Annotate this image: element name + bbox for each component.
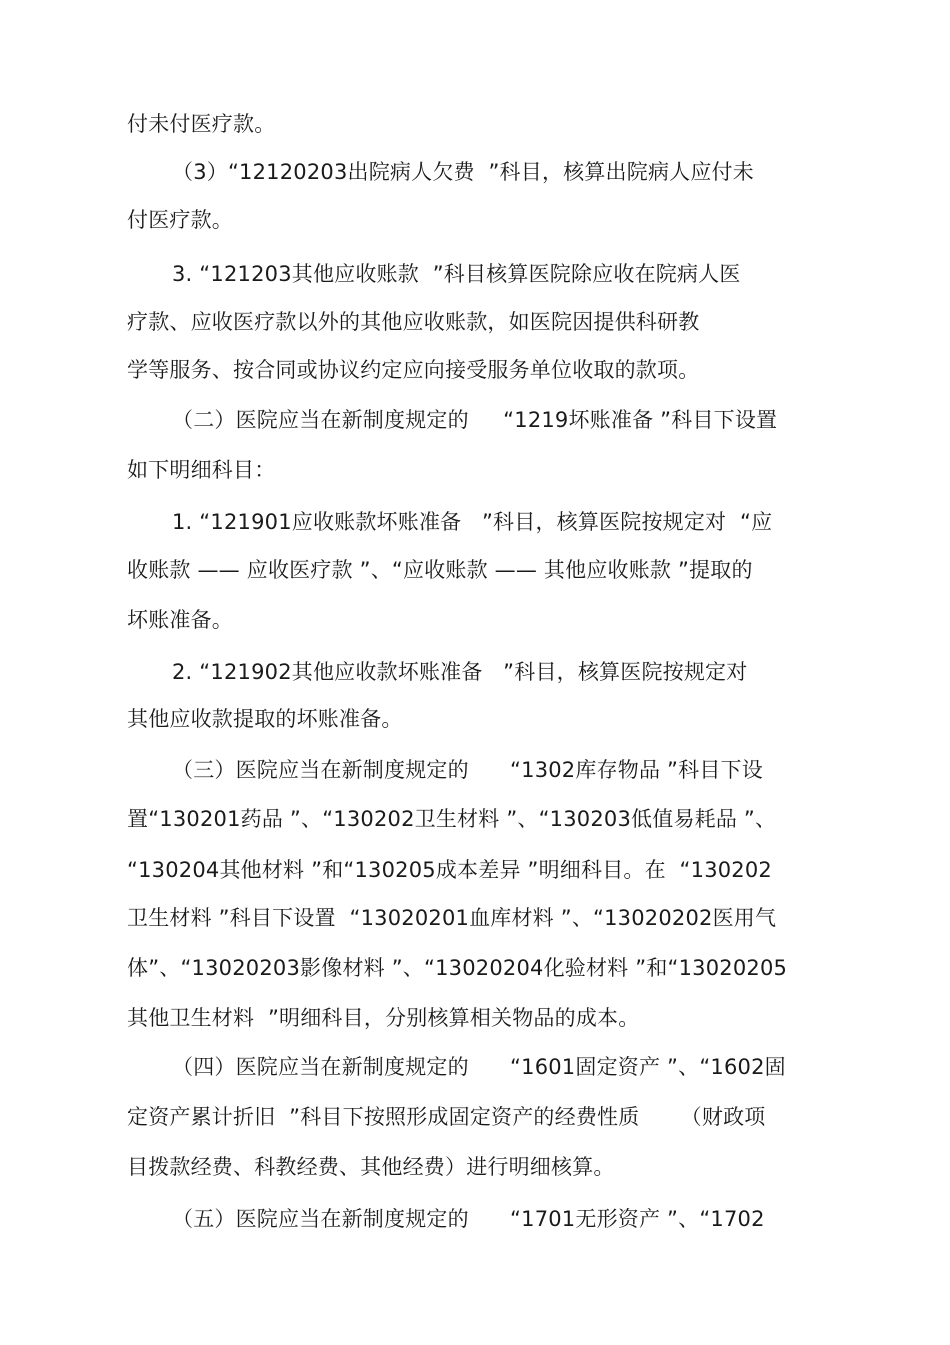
text-line: 置“130201药品 ”、“130202卫生材料 ”、“130203低值易耗品 ”、: [127, 807, 777, 831]
text-line: 卫生材料 ”科目下设置 “13020201血库材料 ”、“13020202医用气: [127, 906, 777, 930]
text-line: 3. “121203其他应收账款 ”科目核算医院除应收在院病人医: [172, 262, 741, 286]
text-line: 其他卫生材料 ”明细科目，分别核算相关物品的成本。: [127, 1006, 640, 1030]
text-line: 其他应收款提取的坏账准备。: [127, 707, 403, 731]
text-line: 如下明细科目：: [127, 458, 276, 482]
text-line: 付未付医疗款。: [127, 112, 276, 136]
text-line: “130204其他材料 ”和“130205成本差异 ”明细科目。在 “130202: [127, 858, 772, 882]
text-line: 定资产累计折旧 ”科目下按照形成固定资产的经费性质 （财政项: [127, 1105, 766, 1129]
text-line: 学等服务、按合同或协议约定应向接受服务单位收取的款项。: [127, 358, 700, 382]
text-line: （三）医院应当在新制度规定的 “1302库存物品 ”科目下设: [172, 758, 763, 782]
text-line: （二）医院应当在新制度规定的 “1219坏账准备 ”科目下设置: [172, 408, 778, 432]
text-line: 收账款 —— 应收医疗款 ”、“应收账款 —— 其他应收账款 ”提取的: [127, 558, 753, 582]
text-line: 疗款、应收医疗款以外的其他应收账款，如医院因提供科研教: [127, 310, 700, 334]
text-line: 体”、“13020203影像材料 ”、“13020204化验材料 ”和“13020205: [127, 956, 788, 980]
text-line: （四）医院应当在新制度规定的 “1601固定资产 ”、“1602固: [172, 1055, 786, 1079]
text-line: 1. “121901应收账款坏账准备 ”科目，核算医院按规定对 “应: [172, 510, 773, 534]
text-line: 付医疗款。: [127, 208, 233, 232]
text-line: 坏账准备。: [127, 608, 233, 632]
text-line: 目拨款经费、科教经费、其他经费）进行明细核算。: [127, 1155, 615, 1179]
text-line: （五）医院应当在新制度规定的 “1701无形资产 ”、“1702: [172, 1207, 765, 1231]
text-line: 2. “121902其他应收款坏账准备 ”科目，核算医院按规定对: [172, 660, 748, 684]
text-line: （3）“12120203出院病人欠费 ”科目，核算出院病人应付未: [172, 160, 754, 184]
